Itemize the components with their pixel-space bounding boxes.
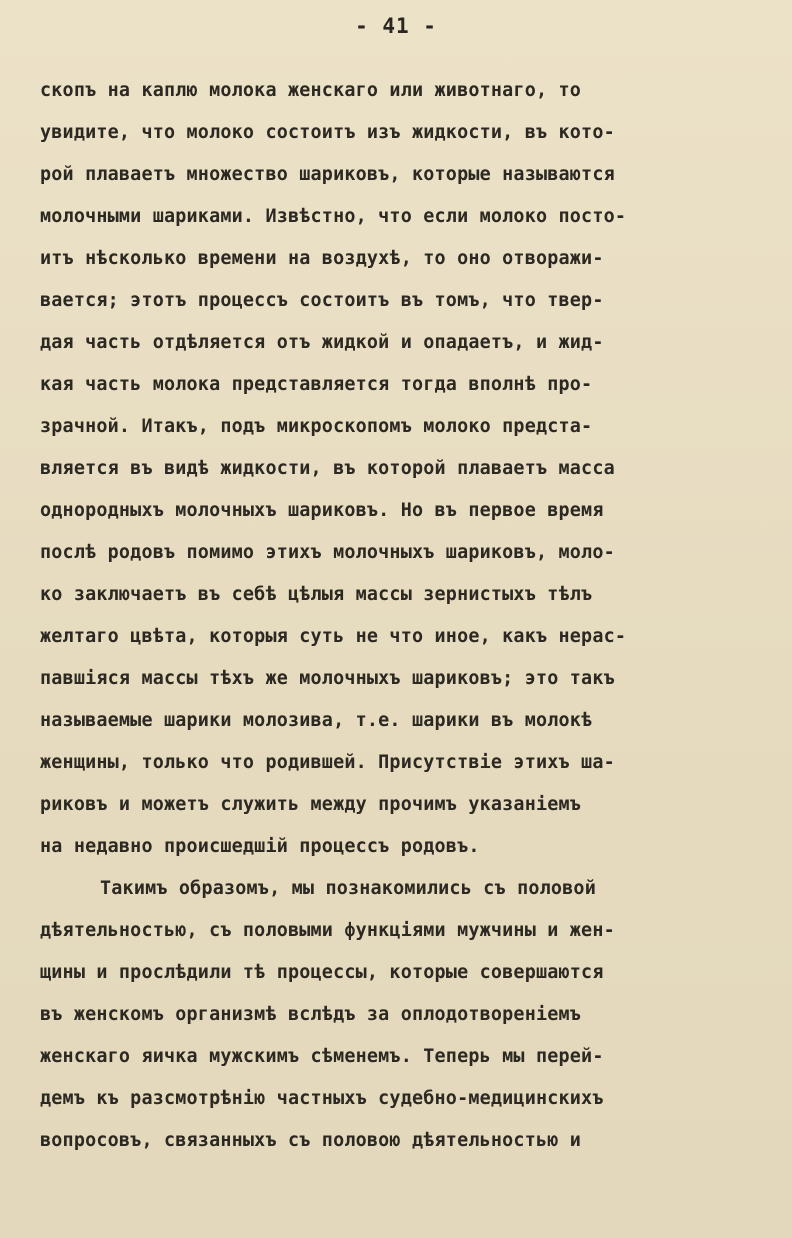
text-line: ко заключаетъ въ себѣ цѣлыя массы зернистыхъ тѣлъ (40, 584, 593, 605)
text-line: вается; этотъ процессъ состоитъ въ томъ, что твер- (40, 290, 604, 311)
text-line: послѣ родовъ помимо этихъ молочныхъ шариковъ, моло- (40, 542, 615, 563)
text-line: молочными шариками. Извѣстно, что если молоко посто- (40, 206, 627, 227)
body-text (40, 76, 760, 1168)
text-line: увидите, что молоко состоитъ изъ жидкости, въ кото- (40, 122, 615, 143)
text-line: щины и прослѣдили тѣ процессы, которые совершаются (40, 962, 604, 983)
text-line: женскаго яичка мужскимъ сѣменемъ. Теперь мы перей- (40, 1046, 604, 1067)
text-line: дѣятельностью, съ половыми функцiями мужчины и жен- (40, 920, 615, 941)
text-line: кая часть молока представляется тогда вполнѣ про- (40, 374, 593, 395)
text-line: въ женскомъ организмѣ вслѣдъ за оплодотворенiемъ (40, 1004, 582, 1025)
text-line: итъ нѣсколько времени на воздухѣ, то оно отворажи- (40, 248, 604, 269)
text-line: рой плаваетъ множество шариковъ, которые называются (40, 164, 615, 185)
text-line: зрачной. Итакъ, подъ микроскопомъ молоко предста- (40, 416, 593, 437)
text-line: дая часть отдѣляется отъ жидкой и опадаетъ, и жид- (40, 332, 604, 353)
page-number: - 41 - (355, 14, 437, 38)
text-line: женщины, только что родившей. Присутствiе этихъ ша- (40, 752, 615, 773)
text-line: вляется въ видѣ жидкости, въ которой плаваетъ масса (40, 458, 615, 479)
text-line: вопросовъ, связанныхъ съ половою дѣятельностью и (40, 1130, 582, 1151)
text-line: однородныхъ молочныхъ шариковъ. Но въ первое время (40, 500, 604, 521)
paragraph-1 (40, 76, 760, 874)
text-line: павшiяся массы тѣхъ же молочныхъ шариковъ; это такъ (40, 668, 615, 689)
text-line: желтаго цвѣта, которыя суть не что иное, какъ нерас- (40, 626, 627, 647)
text-line: скопъ на каплю молока женскаго или животнаго, то (40, 80, 582, 101)
text-line: на недавно происшедшiй процессъ родовъ. (40, 836, 480, 857)
text-line: демъ къ разсмотрѣнiю частныхъ судебно-медицинскихъ (40, 1088, 604, 1109)
text-line: риковъ и можетъ служить между прочимъ указанiемъ (40, 794, 582, 815)
text-line: Такимъ образомъ, мы познакомились съ половой (100, 878, 596, 899)
text-line: называемые шарики молозива, т.е. шарики въ молокѣ (40, 710, 593, 731)
paragraph-2 (40, 874, 760, 1168)
